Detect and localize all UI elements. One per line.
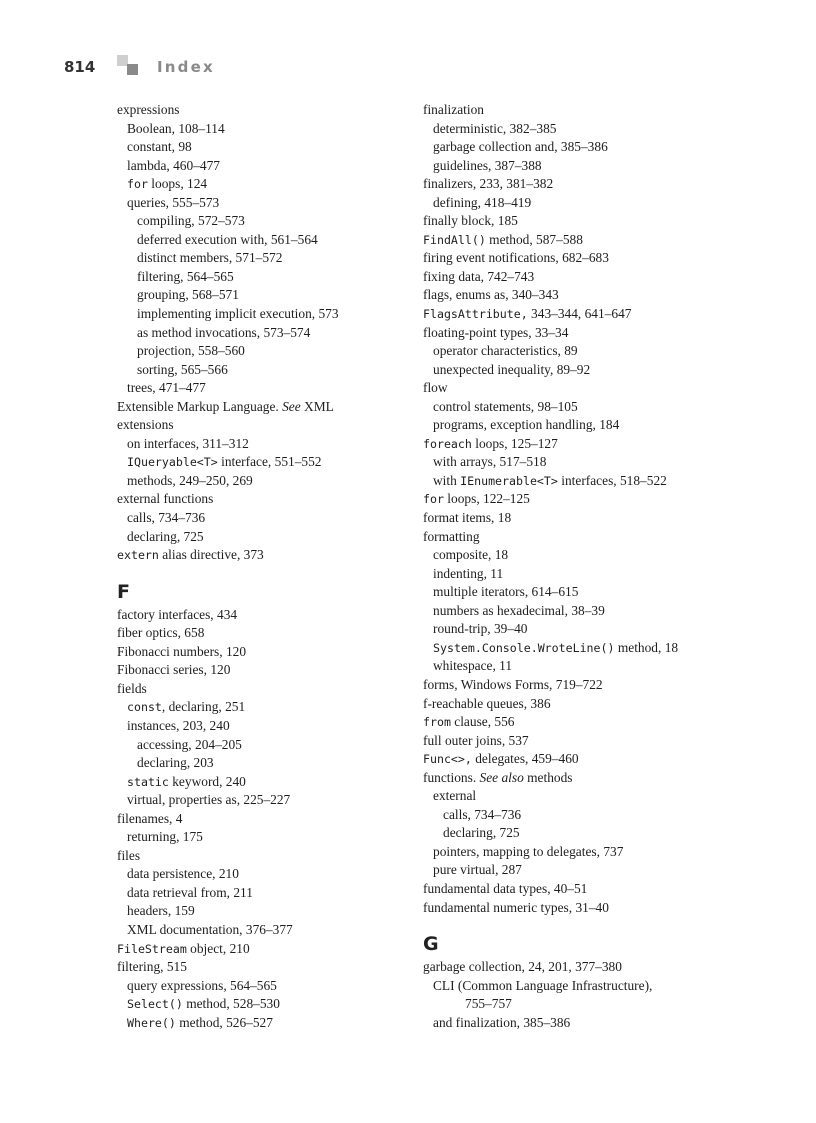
code-term: from bbox=[423, 715, 451, 730]
index-subentry: indenting, 11 bbox=[433, 565, 504, 581]
index-subentry: const, declaring, 251 bbox=[127, 699, 246, 715]
index-entry: garbage collection, 24, 201, 377–380 bbox=[423, 959, 622, 975]
index-subsubentry: declaring, 725 bbox=[443, 825, 520, 841]
index-entry: fields bbox=[117, 680, 147, 696]
index-entry: formatting bbox=[423, 528, 480, 544]
index-subsubentry: accessing, 204–205 bbox=[137, 736, 242, 752]
index-subentry: programs, exception handling, 184 bbox=[433, 417, 620, 433]
index-subentry: numbers as hexadecimal, 38–39 bbox=[433, 602, 605, 618]
index-subentry: XML documentation, 376–377 bbox=[127, 921, 293, 937]
section-letter-f: F bbox=[117, 580, 130, 603]
index-entry: fixing data, 742–743 bbox=[423, 268, 535, 284]
index-subentry: operator characteristics, 89 bbox=[433, 343, 578, 359]
index-entry: factory interfaces, 434 bbox=[117, 606, 238, 622]
index-subentry: static keyword, 240 bbox=[127, 773, 246, 789]
code-term: Where() bbox=[127, 1015, 176, 1030]
code-term: Select() bbox=[127, 997, 183, 1012]
index-subsubentry: calls, 734–736 bbox=[443, 806, 522, 822]
index-entry: FlagsAttribute, 343–344, 641–647 bbox=[423, 306, 632, 322]
index-subentry: composite, 18 bbox=[433, 547, 509, 563]
index-entry: filenames, 4 bbox=[117, 810, 183, 826]
index-subsubentry: declaring, 203 bbox=[137, 755, 214, 771]
index-entry: expressions bbox=[117, 102, 180, 117]
index-subentry: data persistence, 210 bbox=[127, 866, 239, 882]
running-head: Index bbox=[157, 58, 215, 76]
index-subsubentry: filtering, 564–565 bbox=[137, 268, 234, 284]
index-entry: fundamental data types, 40–51 bbox=[423, 880, 588, 896]
index-entry: filtering, 515 bbox=[117, 959, 187, 975]
index-subentry: data retrieval from, 211 bbox=[127, 884, 253, 900]
index-subentry: calls, 734–736 bbox=[127, 510, 206, 526]
index-subentry: garbage collection and, 385–386 bbox=[433, 139, 608, 155]
index-entry: external functions bbox=[117, 491, 214, 507]
index-subentry: virtual, properties as, 225–227 bbox=[127, 792, 291, 808]
index-entry: Fibonacci series, 120 bbox=[117, 662, 231, 678]
index-entry: FileStream object, 210 bbox=[117, 940, 250, 956]
index-subentry: Boolean, 108–114 bbox=[127, 120, 225, 136]
index-column-right bbox=[423, 101, 733, 1032]
index-subentry: on interfaces, 311–312 bbox=[127, 435, 249, 451]
index-entry: flow bbox=[423, 380, 448, 396]
index-subentry: Where() method, 526–527 bbox=[127, 1014, 273, 1030]
index-subentry: IQueryable<T> interface, 551–552 bbox=[127, 454, 322, 470]
index-entry: from clause, 556 bbox=[423, 714, 515, 730]
index-subsubentry: grouping, 568–571 bbox=[137, 287, 239, 303]
index-subsubentry: distinct members, 571–572 bbox=[137, 250, 283, 266]
code-term: FindAll() bbox=[423, 232, 486, 247]
code-term: static bbox=[127, 774, 169, 789]
index-subentry: guidelines, 387–388 bbox=[433, 157, 542, 173]
index-entry: full outer joins, 537 bbox=[423, 732, 529, 748]
index-subentry: pure virtual, 287 bbox=[433, 862, 522, 878]
index-subentry: control statements, 98–105 bbox=[433, 398, 578, 414]
index-subentry: methods, 249–250, 269 bbox=[127, 472, 253, 488]
index-subentry: external bbox=[433, 788, 477, 804]
code-term: for bbox=[127, 177, 148, 192]
code-term: IEnumerable<T> bbox=[460, 473, 558, 488]
index-entry: Func<>, delegates, 459–460 bbox=[423, 751, 579, 767]
code-term: IQueryable<T> bbox=[127, 455, 218, 470]
index-subentry: round-trip, 39–40 bbox=[433, 621, 528, 637]
index-continuation: 755–757 bbox=[465, 996, 512, 1012]
index-entry: files bbox=[117, 847, 141, 863]
index-subentry: CLI (Common Language Infrastructure), bbox=[433, 977, 653, 993]
index-entry: Extensible Markup Language. See XML bbox=[117, 398, 334, 414]
index-entry: fiber optics, 658 bbox=[117, 625, 205, 641]
code-term: FileStream bbox=[117, 941, 187, 956]
index-subentry: queries, 555–573 bbox=[127, 194, 220, 210]
index-subentry: with arrays, 517–518 bbox=[433, 454, 547, 470]
index-subentry: instances, 203, 240 bbox=[127, 717, 230, 733]
index-subentry: multiple iterators, 614–615 bbox=[433, 584, 579, 600]
index-subentry: with IEnumerable<T> interfaces, 518–522 bbox=[433, 472, 667, 488]
index-entry: finalizers, 233, 381–382 bbox=[423, 176, 554, 192]
index-entry: for loops, 122–125 bbox=[423, 491, 530, 507]
index-subentry: lambda, 460–477 bbox=[127, 157, 220, 173]
see-reference: See bbox=[282, 398, 301, 414]
code-term: extern bbox=[117, 548, 159, 563]
section-letter-g: G bbox=[423, 933, 439, 956]
index-subsubentry: implementing implicit execution, 573 bbox=[137, 306, 339, 322]
index-subentry: returning, 175 bbox=[127, 829, 203, 845]
index-subentry: pointers, mapping to delegates, 737 bbox=[433, 843, 624, 859]
code-term: System.Console.WroteLine() bbox=[433, 640, 615, 655]
index-column-left bbox=[117, 101, 407, 1032]
code-term: foreach bbox=[423, 436, 472, 451]
index-subsubentry: as method invocations, 573–574 bbox=[137, 324, 311, 340]
index-entry: finally block, 185 bbox=[423, 213, 518, 229]
index-subentry: System.Console.WroteLine() method, 18 bbox=[433, 639, 679, 655]
index-subsubentry: compiling, 572–573 bbox=[137, 213, 245, 229]
index-entry: f-reachable queues, 386 bbox=[423, 695, 551, 711]
index-subentry: trees, 471–477 bbox=[127, 380, 206, 396]
index-entry: FindAll() method, 587–588 bbox=[423, 231, 583, 247]
page-header bbox=[0, 0, 816, 100]
index-entry: floating-point types, 33–34 bbox=[423, 324, 569, 340]
index-subentry: and finalization, 385–386 bbox=[433, 1014, 571, 1030]
index-subentry: Select() method, 528–530 bbox=[127, 996, 280, 1012]
index-subentry: for loops, 124 bbox=[127, 176, 208, 192]
index-subentry: defining, 418–419 bbox=[433, 194, 532, 210]
index-entry: flags, enums as, 340–343 bbox=[423, 287, 559, 303]
index-entry: firing event notifications, 682–683 bbox=[423, 250, 609, 266]
see-also-reference: See also bbox=[479, 769, 524, 785]
index-entry: finalization bbox=[423, 102, 484, 117]
index-subentry: deterministic, 382–385 bbox=[433, 120, 557, 136]
index-entry: fundamental numeric types, 31–40 bbox=[423, 899, 609, 915]
index-entry: extern alias directive, 373 bbox=[117, 547, 264, 563]
page-number: 814 bbox=[64, 58, 96, 76]
index-entry: extensions bbox=[117, 417, 174, 433]
index-subentry: headers, 159 bbox=[127, 903, 195, 919]
code-term: const bbox=[127, 700, 162, 715]
index-entry: forms, Windows Forms, 719–722 bbox=[423, 676, 603, 692]
index-subentry: query expressions, 564–565 bbox=[127, 977, 277, 993]
index-subentry: whitespace, 11 bbox=[433, 658, 513, 674]
index-subentry: unexpected inequality, 89–92 bbox=[433, 361, 591, 377]
index-subsubentry: projection, 558–560 bbox=[137, 343, 245, 359]
header-decoration-icon bbox=[117, 55, 139, 75]
index-entry: Fibonacci numbers, 120 bbox=[117, 643, 247, 659]
index-subsubentry: deferred execution with, 561–564 bbox=[137, 231, 318, 247]
index-entry: format items, 18 bbox=[423, 510, 512, 526]
index-subentry: constant, 98 bbox=[127, 139, 192, 155]
index-subsubentry: sorting, 565–566 bbox=[137, 361, 228, 377]
code-term: Func<>, bbox=[423, 752, 472, 767]
code-term: for bbox=[423, 492, 444, 507]
code-term: FlagsAttribute, bbox=[423, 307, 528, 322]
index-entry: foreach loops, 125–127 bbox=[423, 435, 558, 451]
index-entry: functions. See also methods bbox=[423, 769, 573, 785]
index-subentry: declaring, 725 bbox=[127, 528, 204, 544]
